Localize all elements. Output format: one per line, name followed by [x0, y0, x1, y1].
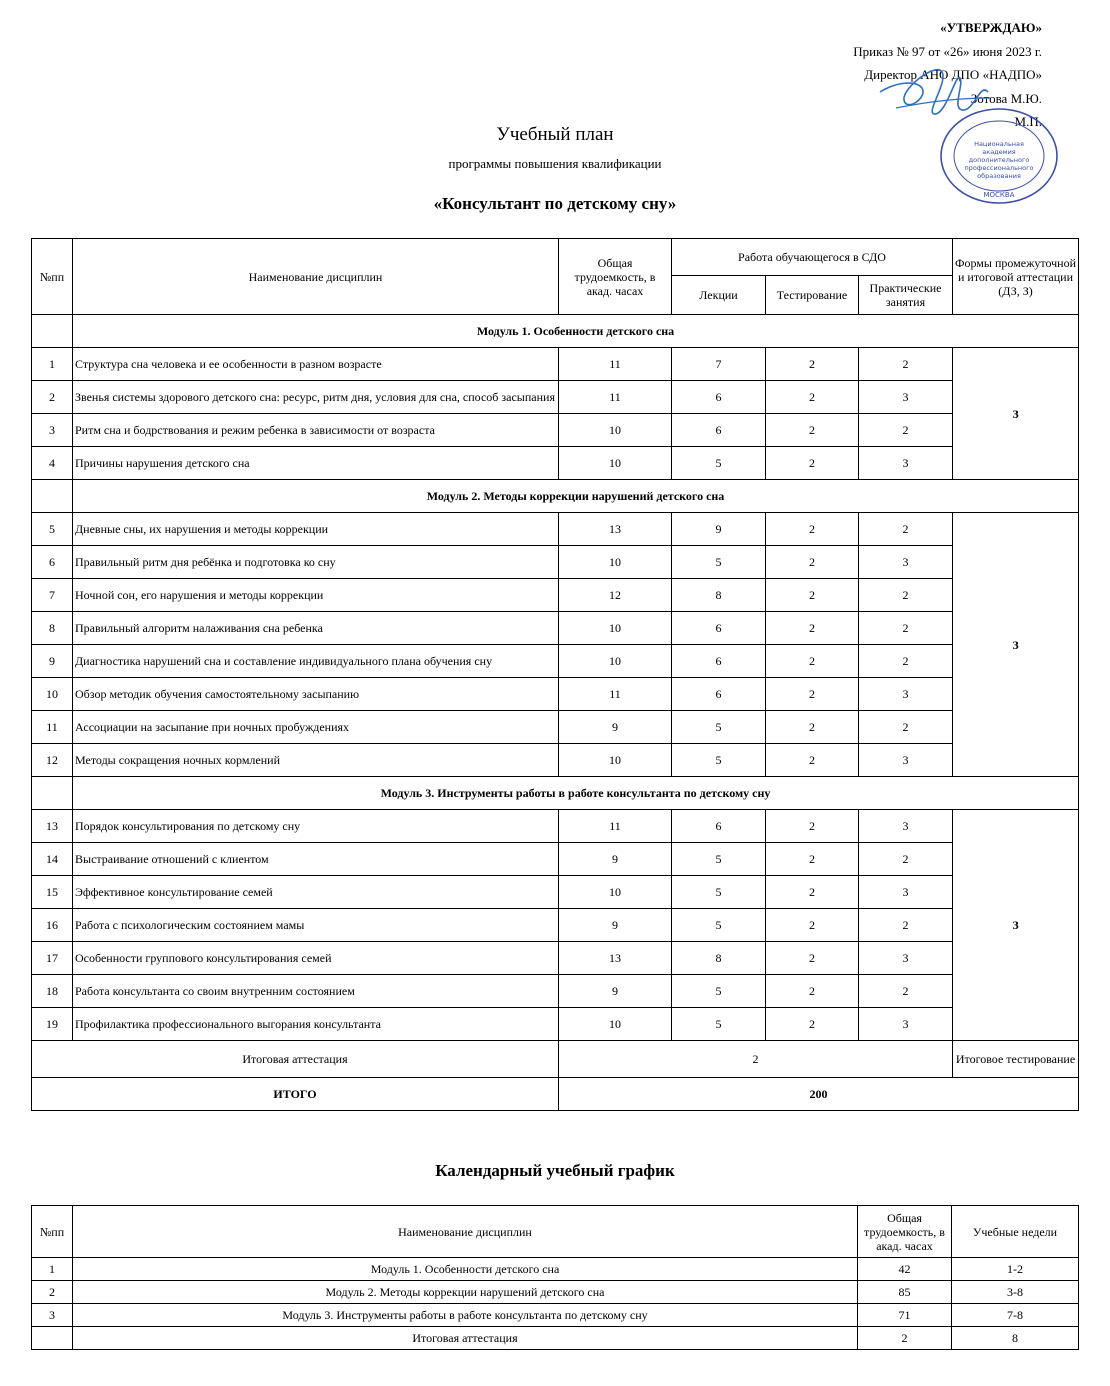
col-work-header: Работа обучающегося в СДО	[672, 239, 953, 276]
table-row	[32, 744, 1079, 777]
row-number: 11	[32, 711, 73, 744]
attestation-form: З	[953, 810, 1079, 1041]
lecture-hours: 6	[672, 414, 766, 447]
study-weeks: 1-2	[952, 1258, 1079, 1281]
discipline-name: Структура сна человека и ее особенности в разном возрасте	[73, 348, 559, 381]
page-subtitle: программы повышения квалификации	[448, 156, 662, 171]
total-hours: 9	[559, 711, 672, 744]
total-hours: 10	[559, 612, 672, 645]
svg-text:Национальная: Национальная	[974, 140, 1024, 148]
table-row	[32, 348, 1079, 381]
discipline-name: Дневные сны, их нарушения и методы коррекции	[73, 513, 559, 546]
total-hours: 10	[559, 447, 672, 480]
table-row	[32, 513, 1079, 546]
table-row	[32, 612, 1079, 645]
test-hours: 2	[766, 744, 859, 777]
practice-hours: 3	[859, 810, 953, 843]
lecture-hours: 5	[672, 744, 766, 777]
practice-hours: 3	[859, 876, 953, 909]
practice-hours: 3	[859, 678, 953, 711]
total-hours: 11	[559, 810, 672, 843]
approval-director: Директор АНО ДПО «НАДПО»	[864, 67, 1042, 82]
practice-hours: 2	[859, 579, 953, 612]
col-lectures-header: Лекции	[672, 276, 766, 315]
module-spacer-cell	[32, 777, 73, 810]
curriculum-body	[32, 315, 1079, 1041]
practice-hours: 2	[859, 513, 953, 546]
row-number: 15	[32, 876, 73, 909]
table-row	[32, 1008, 1079, 1041]
total-hours: 85	[858, 1281, 952, 1304]
lecture-hours: 8	[672, 579, 766, 612]
row-number: 1	[32, 348, 73, 381]
discipline-name: Работа с психологическим состоянием мамы	[73, 909, 559, 942]
row-number: 18	[32, 975, 73, 1008]
test-hours: 2	[766, 810, 859, 843]
discipline-name: Профилактика профессионального выгорания консультанта	[73, 1008, 559, 1041]
practice-hours: 3	[859, 546, 953, 579]
module-spacer-cell	[32, 480, 73, 513]
test-hours: 2	[766, 678, 859, 711]
total-hours: 11	[559, 381, 672, 414]
row-number: 3	[32, 1304, 73, 1327]
table-row	[32, 546, 1079, 579]
row-number: 12	[32, 744, 73, 777]
svg-text:дополнительного: дополнительного	[968, 156, 1030, 164]
total-hours: 71	[858, 1304, 952, 1327]
total-hours: 13	[559, 942, 672, 975]
test-hours: 2	[766, 1008, 859, 1041]
lecture-hours: 5	[672, 909, 766, 942]
discipline-name: Ассоциации на засыпание при ночных пробуждениях	[73, 711, 559, 744]
svg-text:академия: академия	[982, 148, 1016, 156]
svg-text:МОСКВА: МОСКВА	[983, 191, 1015, 199]
lecture-hours: 7	[672, 348, 766, 381]
row-number: 3	[32, 414, 73, 447]
row-number: 10	[32, 678, 73, 711]
col-total-header: Общая трудоемкость, в акад. часах	[559, 239, 672, 315]
total-hours: 42	[858, 1258, 952, 1281]
lecture-hours: 5	[672, 546, 766, 579]
lecture-hours: 6	[672, 612, 766, 645]
cal-total-header: Общая трудоемкость, в акад. часах	[858, 1206, 952, 1258]
table-row	[32, 711, 1079, 744]
table-row	[32, 975, 1079, 1008]
row-number: 2	[32, 1281, 73, 1304]
test-hours: 2	[766, 942, 859, 975]
lecture-hours: 5	[672, 876, 766, 909]
discipline-name: Причины нарушения детского сна	[73, 447, 559, 480]
total-hours: 9	[559, 909, 672, 942]
lecture-hours: 6	[672, 381, 766, 414]
lecture-hours: 6	[672, 810, 766, 843]
total-hours: 12	[559, 579, 672, 612]
calendar-row	[32, 1281, 1079, 1304]
lecture-hours: 5	[672, 975, 766, 1008]
row-number: 17	[32, 942, 73, 975]
total-label: ИТОГО	[32, 1078, 559, 1111]
module-name: Модуль 1. Особенности детского сна	[73, 1258, 858, 1281]
lecture-hours: 5	[672, 843, 766, 876]
svg-text:образования: образования	[977, 172, 1021, 180]
table-row	[32, 876, 1079, 909]
discipline-name: Особенности группового консультирования семей	[73, 942, 559, 975]
approval-heading: «УТВЕРЖДАЮ»	[940, 20, 1042, 35]
signature	[876, 52, 994, 132]
calendar-table	[31, 1205, 1079, 1350]
test-hours: 2	[766, 513, 859, 546]
module-title: Модуль 1. Особенности детского сна	[73, 315, 1079, 348]
row-number	[32, 1327, 73, 1350]
table-row	[32, 645, 1079, 678]
calendar-row	[32, 1327, 1079, 1350]
practice-hours: 3	[859, 1008, 953, 1041]
table-row	[32, 579, 1079, 612]
lecture-hours: 5	[672, 711, 766, 744]
discipline-name: Ритм сна и бодрствования и режим ребенка в зависимости от возраста	[73, 414, 559, 447]
total-hours: 10	[559, 1008, 672, 1041]
row-number: 9	[32, 645, 73, 678]
test-hours: 2	[766, 876, 859, 909]
test-hours: 2	[766, 711, 859, 744]
practice-hours: 2	[859, 843, 953, 876]
lecture-hours: 5	[672, 1008, 766, 1041]
test-hours: 2	[766, 612, 859, 645]
svg-text:профессионального: профессионального	[964, 164, 1034, 172]
total-hours: 10	[559, 414, 672, 447]
discipline-name: Звенья системы здорового детского сна: ресурс, ритм дня, условия для сна, способ засыпания	[73, 381, 559, 414]
row-number: 16	[32, 909, 73, 942]
total-hours: 11	[559, 678, 672, 711]
col-tests-header: Тестирование	[766, 276, 859, 315]
row-number: 13	[32, 810, 73, 843]
total-hours: 9	[559, 975, 672, 1008]
cal-num-header: №пп	[32, 1206, 73, 1258]
discipline-name: Порядок консультирования по детскому сну	[73, 810, 559, 843]
row-number: 7	[32, 579, 73, 612]
module-name: Итоговая аттестация	[73, 1327, 858, 1350]
lecture-hours: 8	[672, 942, 766, 975]
total-hours: 10	[559, 744, 672, 777]
lecture-hours: 6	[672, 678, 766, 711]
approval-name: Зотова М.Ю.	[970, 90, 1042, 106]
study-weeks: 7-8	[952, 1304, 1079, 1327]
lecture-hours: 6	[672, 645, 766, 678]
table-row	[32, 909, 1079, 942]
test-hours: 2	[766, 546, 859, 579]
row-number: 4	[32, 447, 73, 480]
test-hours: 2	[766, 645, 859, 678]
total-hours: 10	[559, 546, 672, 579]
calendar-body	[32, 1258, 1079, 1350]
total-value: 200	[559, 1078, 1079, 1111]
module-title: Модуль 2. Методы коррекции нарушений детского сна	[73, 480, 1079, 513]
total-hours: 10	[559, 876, 672, 909]
discipline-name: Ночной сон, его нарушения и методы коррекции	[73, 579, 559, 612]
discipline-name: Методы сокращения ночных кормлений	[73, 744, 559, 777]
practice-hours: 2	[859, 909, 953, 942]
approval-stamp-place: М.П.	[1014, 114, 1042, 129]
test-hours: 2	[766, 975, 859, 1008]
discipline-name: Правильный алгоритм налаживания сна ребенка	[73, 612, 559, 645]
module-name: Модуль 3. Инструменты работы в работе консультанта по детскому сну	[73, 1304, 858, 1327]
table-row	[32, 447, 1079, 480]
practice-hours: 2	[859, 612, 953, 645]
practice-hours: 2	[859, 348, 953, 381]
practice-hours: 3	[859, 447, 953, 480]
practice-hours: 3	[859, 744, 953, 777]
practice-hours: 2	[859, 711, 953, 744]
approval-order: Приказ № 97 от «26» июня 2023 г.	[853, 43, 1042, 59]
table-row	[32, 843, 1079, 876]
total-hours: 10	[559, 645, 672, 678]
table-row	[32, 942, 1079, 975]
cal-name-header: Наименование дисциплин	[73, 1206, 858, 1258]
calendar-title: Календарный учебный график	[435, 1161, 675, 1180]
test-hours: 2	[766, 414, 859, 447]
discipline-name: Правильный ритм дня ребёнка и подготовка ко сну	[73, 546, 559, 579]
calendar-row	[32, 1258, 1079, 1281]
practice-hours: 2	[859, 414, 953, 447]
module-spacer-cell	[32, 315, 73, 348]
final-attestation-label: Итоговая аттестация	[32, 1041, 559, 1078]
calendar-row	[32, 1304, 1079, 1327]
test-hours: 2	[766, 909, 859, 942]
test-hours: 2	[766, 348, 859, 381]
practice-hours: 3	[859, 942, 953, 975]
discipline-name: Диагностика нарушений сна и составление индивидуального плана обучения сну	[73, 645, 559, 678]
practice-hours: 2	[859, 645, 953, 678]
total-hours: 9	[559, 843, 672, 876]
discipline-name: Обзор методик обучения самостоятельному засыпанию	[73, 678, 559, 711]
row-number: 8	[32, 612, 73, 645]
table-row	[32, 414, 1079, 447]
final-attestation-value: 2	[559, 1041, 953, 1078]
col-name-header: Наименование дисциплин	[73, 239, 559, 315]
table-row	[32, 381, 1079, 414]
discipline-name: Работа консультанта со своим внутренним состоянием	[73, 975, 559, 1008]
discipline-name: Эффективное консультирование семей	[73, 876, 559, 909]
col-num-header: №пп	[32, 239, 73, 315]
study-weeks: 8	[952, 1327, 1079, 1350]
program-title: «Консультант по детскому сну»	[433, 194, 677, 213]
study-weeks: 3-8	[952, 1281, 1079, 1304]
total-hours: 2	[858, 1327, 952, 1350]
total-hours: 11	[559, 348, 672, 381]
discipline-name: Выстраивание отношений с клиентом	[73, 843, 559, 876]
final-attestation-form: Итоговое тестирование	[953, 1041, 1079, 1078]
practice-hours: 2	[859, 975, 953, 1008]
page-title: Учебный план	[496, 124, 614, 145]
table-row	[32, 678, 1079, 711]
table-row	[32, 810, 1079, 843]
row-number: 19	[32, 1008, 73, 1041]
row-number: 5	[32, 513, 73, 546]
test-hours: 2	[766, 843, 859, 876]
col-forms-header: Формы промежуточной и итоговой аттестации (ДЗ, З)	[953, 239, 1079, 315]
attestation-form: З	[953, 513, 1079, 777]
test-hours: 2	[766, 579, 859, 612]
row-number: 6	[32, 546, 73, 579]
row-number: 14	[32, 843, 73, 876]
cal-weeks-header: Учебные недели	[952, 1206, 1079, 1258]
test-hours: 2	[766, 447, 859, 480]
practice-hours: 3	[859, 381, 953, 414]
row-number: 2	[32, 381, 73, 414]
module-name: Модуль 2. Методы коррекции нарушений детского сна	[73, 1281, 858, 1304]
module-title: Модуль 3. Инструменты работы в работе консультанта по детскому сну	[73, 777, 1079, 810]
curriculum-table	[31, 238, 1079, 1111]
row-number: 1	[32, 1258, 73, 1281]
test-hours: 2	[766, 381, 859, 414]
lecture-hours: 9	[672, 513, 766, 546]
attestation-form: З	[953, 348, 1079, 480]
total-hours: 13	[559, 513, 672, 546]
col-practice-header: Практические занятия	[859, 276, 953, 315]
lecture-hours: 5	[672, 447, 766, 480]
